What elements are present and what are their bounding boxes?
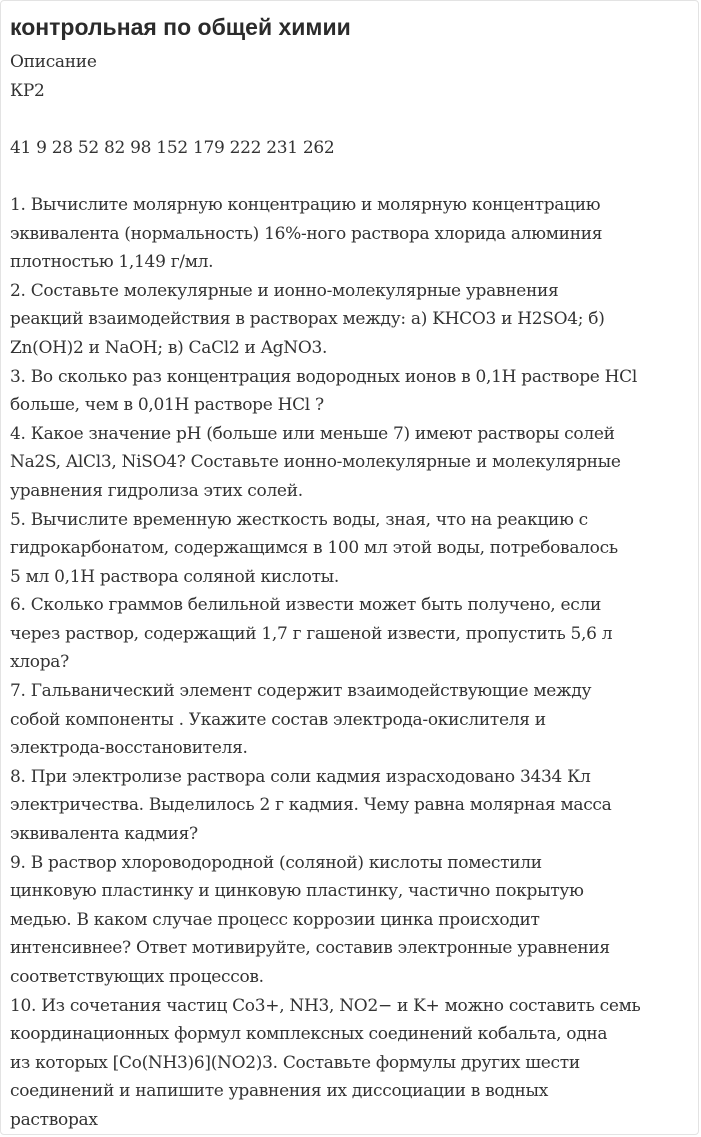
task-line: цинковую пластинку и цинковую пластинку, частично покрытую <box>10 881 584 902</box>
task-line: Na2S, AlCl3, NiSO4? Составьте ионно-молекулярные и молекулярные <box>10 452 621 473</box>
task-line: 1. Вычислите молярную концентрацию и молярную концентрацию <box>10 194 601 215</box>
task-line: 5 мл 0,1Н раствора соляной кислоты. <box>10 566 340 587</box>
task-line: хлора? <box>10 652 69 673</box>
task-line: 6. Сколько граммов белильной извести может быть получено, если <box>10 595 602 616</box>
task-line: гидрокарбонатом, содержащимся в 100 мл этой воды, потребовалось <box>10 538 618 559</box>
task-line: 9. В раствор хлороводородной (соляной) кислоты поместили <box>10 852 542 873</box>
task-code: КР2 <box>10 80 45 101</box>
task-line: медью. В каком случае процесс коррозии цинка происходит <box>10 909 540 930</box>
blank-line <box>10 162 696 191</box>
task-line: электрода-восстановителя. <box>10 738 248 759</box>
task-line: реакций взаимодействия в растворах между: а) KHCO3 и H2SO4; б) <box>10 309 605 330</box>
task-line: через раствор, содержащий 1,7 г гашеной извести, пропустить 5,6 л <box>10 623 613 644</box>
task-line: Zn(OH)2 и NaOH; в) CaCl2 и AgNO3. <box>10 337 328 358</box>
task-line: собой компоненты . Укажите состав электрода-окислителя и <box>10 709 546 730</box>
blank-line <box>10 105 696 134</box>
task-line: из которых [Co(NH3)6](NO2)3. Составьте формулы других шести <box>10 1052 580 1073</box>
task-description <box>10 48 696 1135</box>
task-line: эквивалента (нормальность) 16%-ного раствора хлорида алюминия <box>10 223 603 244</box>
task-line: 7. Гальванический элемент содержит взаимодействующие между <box>10 681 592 702</box>
task-line: 3. Во сколько раз концентрация водородных ионов в 0,1Н растворе HCl <box>10 366 638 387</box>
task-line: координационных формул комплексных соединений кобальта, одна <box>10 1024 608 1045</box>
task-line: больше, чем в 0,01Н растворе HCl ? <box>10 395 324 416</box>
task-line: эквивалента кадмия? <box>10 824 198 845</box>
task-line: соединений и напишите уравнения их диссоциации в водных <box>10 1081 549 1102</box>
task-line: 2. Составьте молекулярные и ионно-молекулярные уравнения <box>10 280 559 301</box>
task-line: соответствующих процессов. <box>10 967 264 987</box>
task-line: интенсивнее? Ответ мотивируйте, составив электронные уравнения <box>10 938 610 959</box>
page-title: контрольная по общей химии <box>10 14 351 40</box>
task-line: растворах <box>10 1109 98 1130</box>
task-line: 5. Вычислите временную жесткость воды, зная, что на реакцию с <box>10 509 588 530</box>
description-label: Описание <box>10 52 97 72</box>
variant-numbers: 41 9 28 52 82 98 152 179 222 231 262 <box>10 137 335 158</box>
task-line: плотностью 1,149 г/мл. <box>10 252 214 273</box>
task-line: уравнения гидролиза этих солей. <box>10 480 303 501</box>
task-line: электричества. Выделилось 2 г кадмия. Чему равна молярная масса <box>10 795 612 816</box>
task-line: 10. Из сочетания частиц Co3+, NH3, NO2− и K+ можно составить семь <box>10 995 641 1016</box>
task-line: 8. При электролизе раствора соли кадмия израсходовано 3434 Кл <box>10 766 591 787</box>
task-line: 4. Какое значение рН (больше или меньше 7) имеют растворы солей <box>10 423 615 444</box>
